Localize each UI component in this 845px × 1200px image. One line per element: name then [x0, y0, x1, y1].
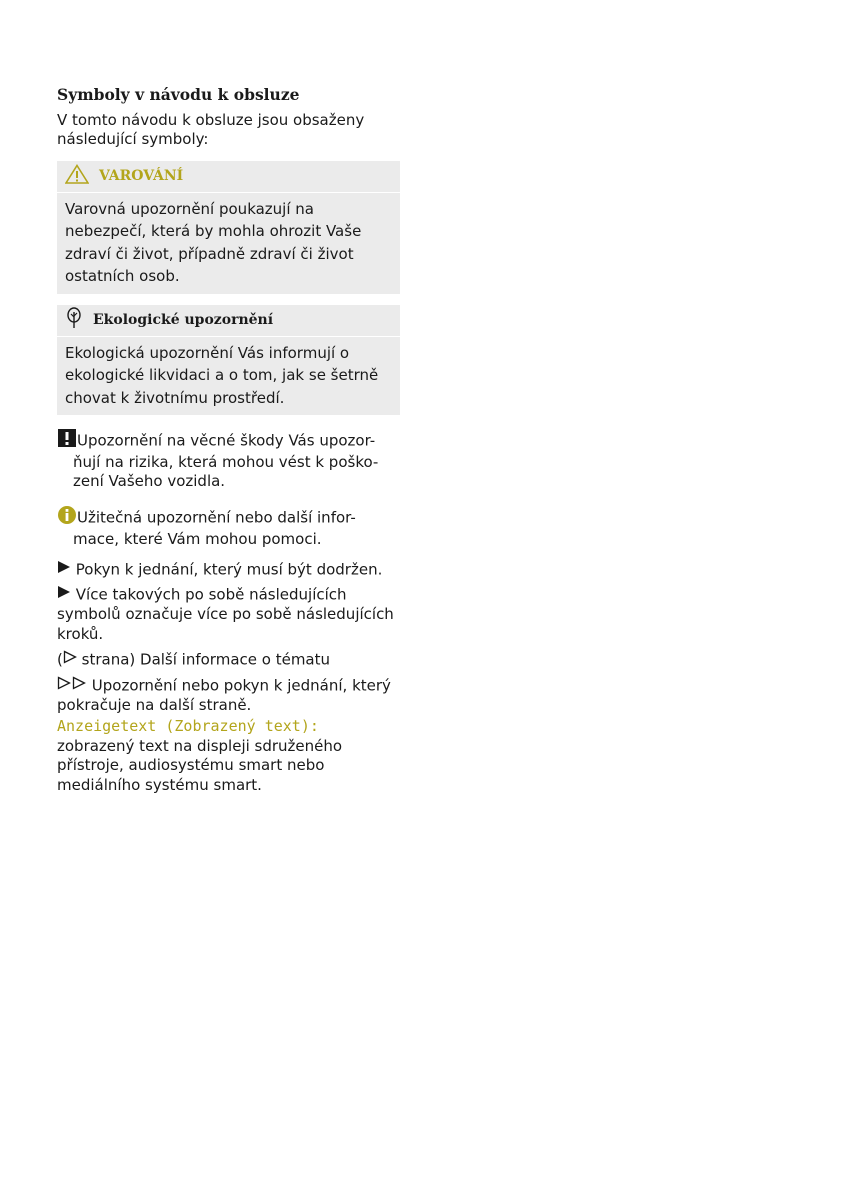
exclamation-icon [57, 429, 77, 453]
continue-note-text: Upozornění nebo pokyn k jednání, který pokračuje na další straně. [57, 676, 391, 714]
eco-header [65, 309, 392, 333]
info-line1: Užitečná upozornění nebo další infor- [77, 507, 356, 526]
damage-rest: ňují na rizika, která mohou vést k poško-zení Vašeho vozidla. [73, 452, 379, 490]
play-arrow-icon [57, 585, 71, 605]
warning-triangle-icon [65, 164, 89, 190]
content-column [57, 85, 400, 795]
section-heading: Symboly v návodu k obsluze [57, 85, 300, 104]
double-outline-arrow-icon [57, 676, 87, 696]
warning-title: VAROVÁNÍ [99, 167, 184, 184]
eco-text: Ekologická upozornění Vás informují o ekologické likvidaci a o tom, jak se šetrně chovat k životnímu prostředí. [65, 343, 379, 407]
display-text: zobrazený text na displeji sdruženého přístroje, audiosystému smart nebo mediálního systému smart. [57, 736, 343, 794]
warning-header [65, 165, 392, 189]
page-ref: ( strana) Další informace o tématu [57, 650, 331, 669]
play-arrow-icon [57, 560, 71, 580]
step-single [57, 560, 400, 580]
continue-note [57, 676, 400, 715]
warning-box [57, 161, 400, 294]
info-note [57, 505, 400, 550]
eco-box [57, 305, 400, 416]
step-multi-text: Více takových po sobě následujících symbolů označuje více po sobě následujících kroků. [57, 585, 394, 643]
display-text-note [57, 717, 400, 795]
info-icon [57, 505, 77, 531]
outline-arrow-icon [63, 650, 77, 670]
step-multi [57, 585, 400, 644]
warning-text: Varovná upozornění poukazují na nebezpečí, která by mohla ohrozit Vaše zdraví či život, případně zdraví či život ostatních osob. [65, 199, 362, 285]
step-single-text: Pokyn k jednání, který musí být dodržen. [75, 559, 383, 578]
page-ref-text: strana) Další informace o tématu [81, 650, 331, 669]
tree-icon [65, 307, 83, 335]
eco-title: Ekologické upozornění [93, 311, 274, 328]
damage-note [57, 429, 400, 492]
intro-text: V tomto návodu k obsluze jsou obsaženy následující symboly: [57, 110, 365, 148]
info-rest: mace, které Vám mohou pomoci. [73, 530, 322, 548]
damage-line1: Upozornění na věcné škody Vás upozor- [77, 431, 376, 450]
display-label: Anzeigetext (Zobrazený text): [57, 717, 319, 735]
